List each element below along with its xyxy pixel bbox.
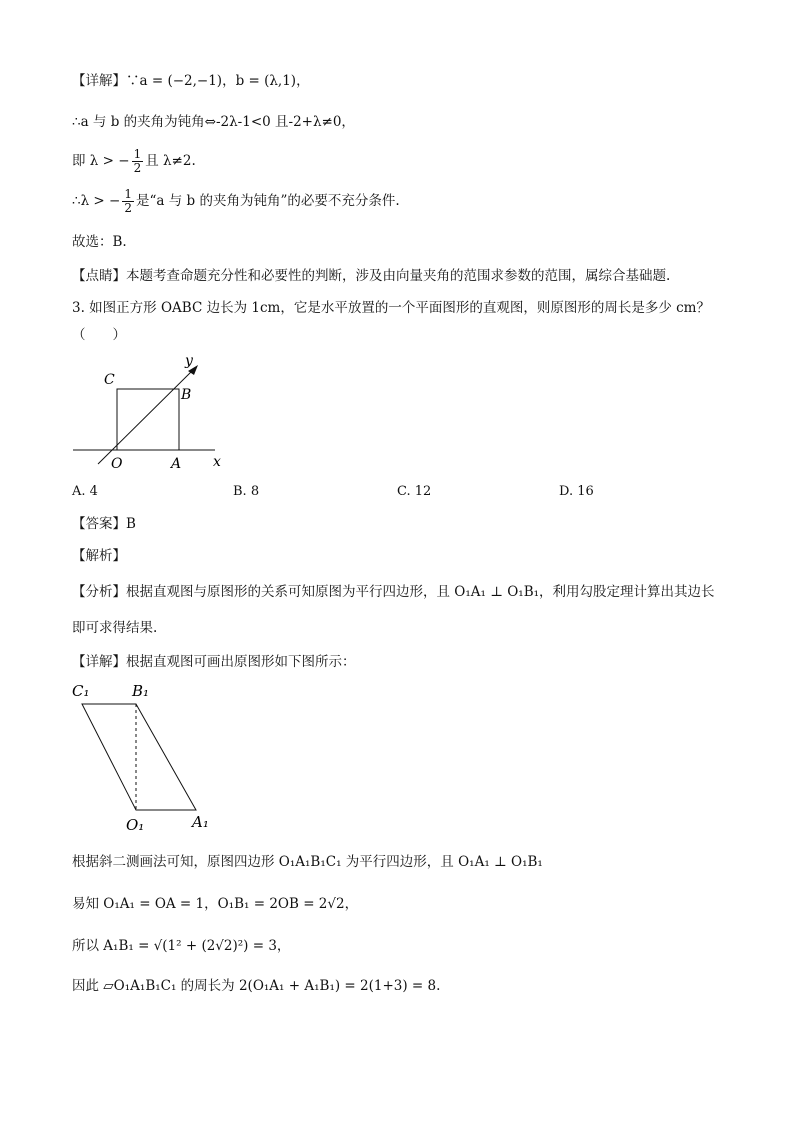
label-C1: C₁: [72, 682, 90, 700]
analysis-line-2: 即可求得结果.: [72, 620, 158, 636]
line3-post: 且 λ≠2.: [145, 153, 196, 169]
line3-pre: 即 λ > −: [72, 153, 130, 169]
choice-line: 故选：B.: [72, 234, 127, 250]
line4-post: 是“a 与 b 的夹角为钝角”的必要不充分条件.: [136, 193, 400, 209]
label-C: C: [104, 372, 115, 388]
label-O: O: [111, 456, 123, 472]
figure-original-parallelogram: [68, 680, 228, 840]
question-3: 3. 如图正方形 OABC 边长为 1cm，它是水平放置的一个平面图形的直观图，则原图形的周长是多少 cm？: [72, 300, 710, 316]
half-fraction: [132, 148, 144, 175]
fraction-denominator: 2: [124, 201, 132, 215]
detail-line-1: 【详解】∵a = (−2,−1)，b = (λ,1)，: [72, 73, 310, 89]
solution-line-4: 因此 ▱O₁A₁B₁C₁ 的周长为 2(O₁A₁ + A₁B₁) = 2(1+3) = 8.: [72, 978, 441, 994]
label-O1: O₁: [126, 816, 145, 834]
label-x: x: [213, 454, 221, 470]
detail-line-4: [72, 188, 400, 215]
label-A1: A₁: [192, 813, 209, 831]
square-oabc: [117, 389, 179, 450]
option-c: C. 12: [397, 484, 432, 499]
half-fraction: [122, 188, 134, 215]
figure-oblique-square: [70, 348, 230, 473]
label-y: y: [185, 353, 193, 369]
option-b: B. 8: [233, 484, 260, 499]
fraction-numerator: 1: [133, 147, 142, 161]
option-a: A. 4: [72, 484, 98, 499]
solution-line-1: 根据斜二测画法可知，原图四边形 O₁A₁B₁C₁ 为平行四边形，且 O₁A₁ ⊥ O₁B₁: [72, 854, 543, 870]
option-d: D. 16: [559, 484, 594, 499]
fraction-numerator: 1: [124, 187, 132, 201]
answer-line: 【答案】B: [72, 516, 136, 532]
detail-line-2: ∴a 与 b 的夹角为钝角⇔-2λ-1<0 且-2+λ≠0，: [72, 114, 355, 130]
label-B: B: [181, 387, 192, 403]
detail-line-3: [72, 148, 196, 175]
fraction-denominator: 2: [133, 161, 142, 175]
label-A: A: [171, 456, 182, 472]
solution-line-3: 所以 A₁B₁ = √(1² + (2√2)²) = 3，: [72, 938, 291, 954]
label-B1: B₁: [132, 682, 150, 700]
parallelogram: [82, 704, 196, 810]
detail-2-intro: 【详解】根据直观图可画出原图形如下图所示：: [72, 654, 356, 670]
answer-paren: （ ）: [72, 327, 126, 343]
analysis-heading: 【解析】: [72, 548, 126, 564]
analysis-line-1: 【分析】根据直观图与原图形的关系可知原图为平行四边形，且 O₁A₁ ⊥ O₁B₁，利用勾股定理计算出其边长: [72, 584, 715, 600]
comment-line: 【点睛】本题考查命题充分性和必要性的判断，涉及由向量夹角的范围求参数的范围，属综合基础题.: [72, 268, 671, 284]
solution-line-2: 易知 O₁A₁ = OA = 1，O₁B₁ = 2OB = 2√2，: [72, 896, 359, 912]
line4-pre: ∴λ > −: [72, 193, 121, 209]
